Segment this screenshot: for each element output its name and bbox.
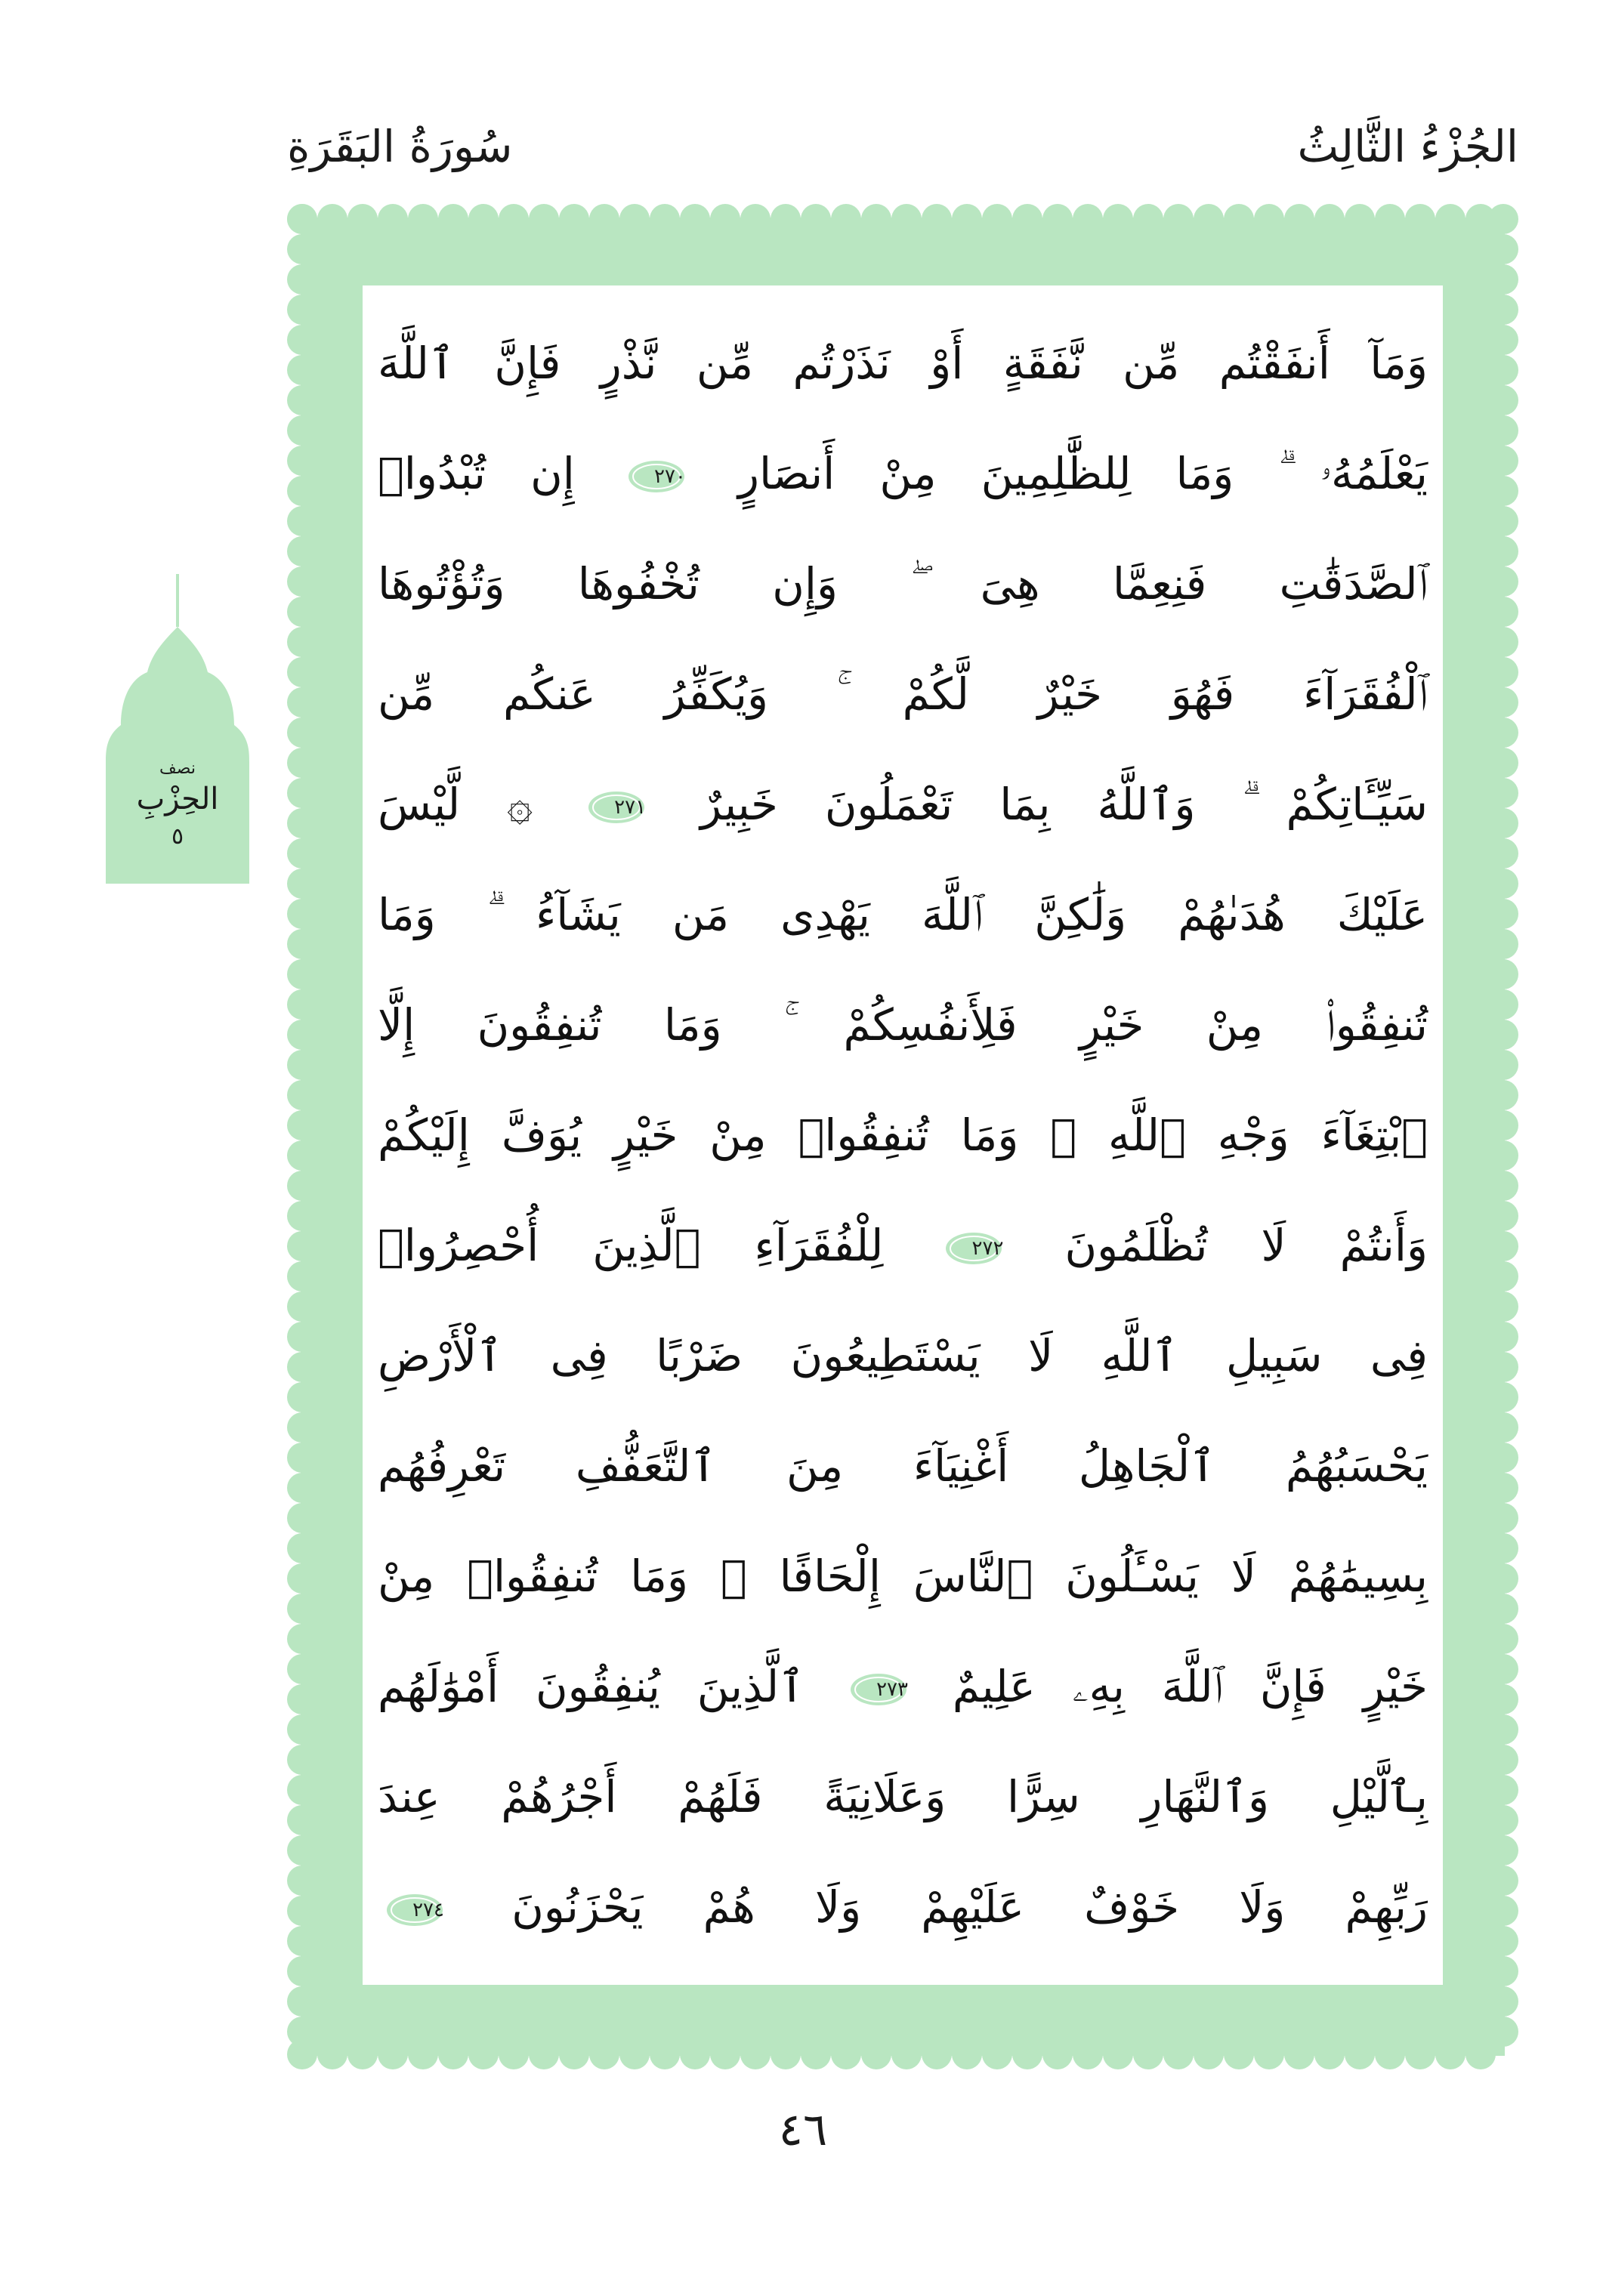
verse-line — [378, 1411, 1428, 1521]
verse-text — [378, 1521, 1428, 1631]
verse-text — [378, 970, 1428, 1080]
page-frame — [287, 204, 1518, 2069]
verse-segment: ٱلْفُقَرَآءَ فَهُوَ خَيْرٌ لَّكُمْ ۚ وَيُكَفِّرُ عَنكُم مِّن — [378, 668, 1428, 720]
verse-text — [378, 1411, 1428, 1521]
verse-segment: ٱلَّذِينَ يُنفِقُونَ أَمْوَٰلَهُم — [378, 1661, 805, 1712]
verse-line — [378, 1631, 1428, 1742]
verse-line — [378, 749, 1428, 859]
verse-line — [378, 308, 1428, 418]
verse-text — [378, 1301, 1428, 1411]
verse-segment: ٱلصَّدَقَٰتِ فَنِعِمَّا هِىَ ۖ وَإِن تُخْفُوهَا وَتُؤْتُوهَا — [378, 558, 1428, 609]
verse-line — [378, 639, 1428, 749]
verse-segment: فِى سَبِيلِ ٱللَّهِ لَا يَسْتَطِيعُونَ ضَرْبًا فِى ٱلْأَرْضِ — [378, 1330, 1428, 1381]
ayah-number: ٢٧٤ — [412, 1898, 444, 1921]
hizb-label-main: الحِزْبِ — [136, 782, 219, 816]
verse-text — [378, 1080, 1428, 1190]
hizb-marker — [106, 574, 249, 884]
verse-text — [378, 308, 1428, 418]
ayah-number: ٢٧٢ — [971, 1236, 1004, 1260]
verse-line — [378, 1742, 1428, 1852]
verse-text — [378, 639, 1428, 749]
ayah-number-marker — [385, 1893, 444, 1927]
ayah-number-marker — [627, 459, 686, 494]
page-number: ٤٦ — [778, 2103, 828, 2156]
verse-segment: وَمَآ أَنفَقْتُم مِّن نَّفَقَةٍ أَوْ نَذَرْتُم مِّن نَّذْرٍ فَإِنَّ ٱللَّهَ — [378, 338, 1428, 389]
verse-line — [378, 1080, 1428, 1190]
verse-segment: عَلَيْكَ هُدَىٰهُمْ وَلَٰكِنَّ ٱللَّهَ يَهْدِى مَن يَشَآءُ ۗ وَمَا — [378, 889, 1428, 940]
verse-line — [378, 1852, 1428, 1962]
verse-segment: لِلْفُقَرَآءِ ٱلَّذِينَ أُحْصِرُوا۟ — [378, 1220, 884, 1271]
verse-segment: يَعْلَمُهُۥ ۗ وَمَا لِلظَّٰلِمِينَ مِنْ أَنصَارٍ — [738, 448, 1428, 499]
verse-line — [378, 1190, 1428, 1301]
verse-segment: سَيِّـَٔاتِكُمْ ۗ وَٱللَّهُ بِمَا تَعْمَلُونَ خَبِيرٌ — [700, 779, 1428, 830]
verse-segment: خَيْرٍ فَإِنَّ ٱللَّهَ بِهِۦ عَلِيمٌ — [952, 1661, 1428, 1712]
verse-line — [378, 418, 1428, 529]
verse-text — [378, 1852, 1428, 1962]
verse-segment: إِن تُبْدُوا۟ — [378, 448, 575, 499]
verse-line — [378, 970, 1428, 1080]
verse-text — [378, 529, 1428, 639]
ayah-number-marker — [849, 1672, 908, 1707]
verse-text — [378, 418, 1428, 529]
verse-segment: ٱبْتِغَآءَ وَجْهِ ٱللَّهِ ۚ وَمَا تُنفِقُوا۟ مِنْ خَيْرٍ يُوَفَّ إِلَيْكُمْ — [378, 1109, 1428, 1161]
verse-segment: بِٱلَّيْلِ وَٱلنَّهَارِ سِرًّا وَعَلَانِيَةً فَلَهُمْ أَجْرُهُمْ عِندَ — [378, 1771, 1428, 1822]
verse-text — [378, 859, 1428, 970]
verse-text — [378, 749, 1428, 859]
verse-line — [378, 529, 1428, 639]
verse-segment: وَأَنتُمْ لَا تُظْلَمُونَ — [1064, 1220, 1428, 1271]
verse-text — [378, 1631, 1428, 1742]
ayah-number: ٢٧٣ — [876, 1677, 908, 1701]
verse-line — [378, 1301, 1428, 1411]
verse-lines — [378, 308, 1428, 1962]
verse-line — [378, 1521, 1428, 1631]
verse-segment: رَبِّهِمْ وَلَا خَوْفٌ عَلَيْهِمْ وَلَا هُمْ يَحْزَنُونَ — [511, 1881, 1428, 1933]
verse-segment: بِسِيمَٰهُمْ لَا يَسْـَٔلُونَ ٱلنَّاسَ إِلْحَافًا ۗ وَمَا تُنفِقُوا۟ مِنْ — [378, 1551, 1428, 1602]
ayah-number: ٢٧٠ — [654, 464, 686, 488]
ayah-number: ٢٧١ — [614, 795, 647, 819]
page-header — [287, 113, 1518, 196]
hizb-label-top: نصف — [159, 759, 196, 778]
verse-segment: تُنفِقُوا۟ مِنْ خَيْرٍ فَلِأَنفُسِكُمْ ۚ وَمَا تُنفِقُونَ إِلَّا — [378, 999, 1428, 1051]
verse-segment: يَحْسَبُهُمُ ٱلْجَاهِلُ أَغْنِيَآءَ مِنَ ٱلتَّعَفُّفِ تَعْرِفُهُم — [378, 1440, 1428, 1492]
juz-title: الجُزْءُ الثَّالِثُ — [1297, 121, 1518, 172]
ayah-number-marker — [944, 1231, 1003, 1266]
verse-line — [378, 859, 1428, 970]
verse-text — [378, 1742, 1428, 1852]
text-panel — [363, 285, 1443, 1985]
verse-text — [378, 1190, 1428, 1301]
hizb-number: ٥ — [171, 823, 184, 850]
ayah-number-marker — [587, 790, 646, 825]
surah-title: سُورَةُ البَقَرَةِ — [287, 121, 513, 172]
verse-segment: ۞ لَّيْسَ — [378, 779, 533, 830]
